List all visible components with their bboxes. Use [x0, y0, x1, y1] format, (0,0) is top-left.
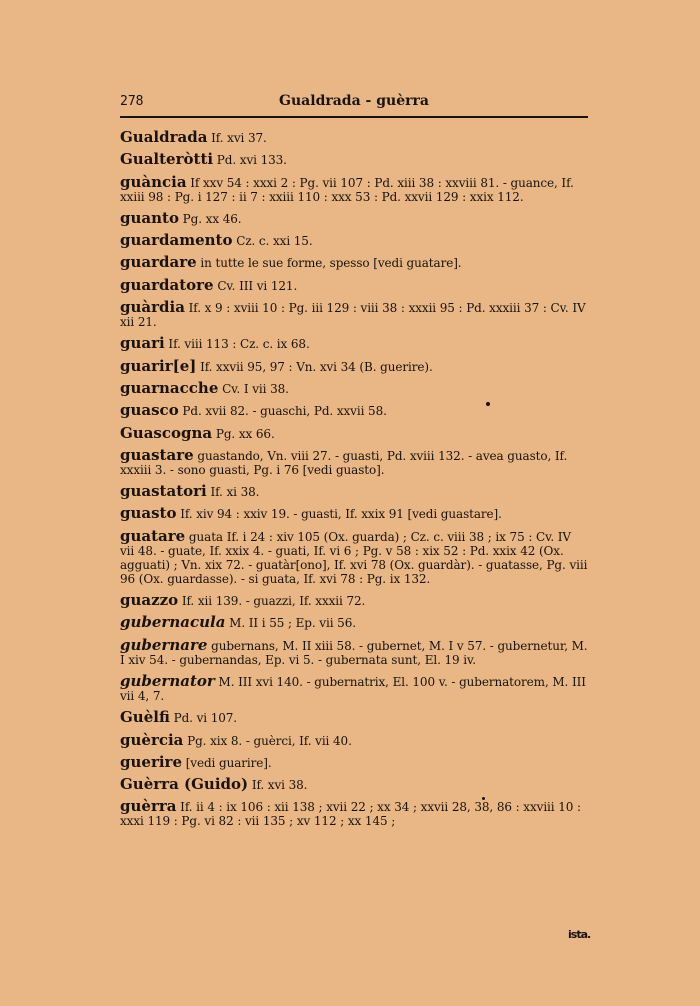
dictionary-entry	[120, 255, 588, 270]
speck-mark	[486, 402, 490, 406]
dictionary-entry	[120, 730, 588, 749]
entry-references: If. viii 113 : Cz. c. ix 68.	[164, 337, 310, 352]
entry-references: If. xi 38.	[206, 485, 260, 500]
dictionary-entry	[120, 484, 588, 499]
entry-headword: guarir[e]	[120, 356, 197, 375]
entry-headword: guasto	[120, 504, 177, 523]
entry-headword: guèrra	[120, 797, 177, 816]
dictionary-entry	[120, 423, 588, 442]
entry-references: If. xii 139. - guazzi, If. xxxii 72.	[178, 594, 366, 609]
dictionary-entry	[120, 710, 588, 725]
entry-references: guastando, Vn. viii 27. - guasti, Pd. xviii 132. - avea guasto, If. xxxiii 3. - sono guasti, Pg. i 76 [vedi guasto].	[120, 448, 568, 477]
entry-references: Pd. vi 107.	[169, 711, 238, 726]
entry-references: Pg. xix 8. - guèrci, If. vii 40.	[183, 733, 352, 748]
entry-references: in tutte le sue forme, spesso [vedi guatare].	[196, 256, 462, 271]
entry-headword: guància	[120, 172, 187, 191]
entry-references: Pd. xvii 82. - guaschi, Pd. xxvii 58.	[178, 404, 387, 419]
dictionary-entry	[120, 233, 588, 248]
dictionary-entry	[120, 635, 588, 667]
entry-headword: guardamento	[120, 231, 233, 250]
entry-headword: Guascogna	[120, 423, 213, 442]
dictionary-entry	[120, 152, 588, 167]
entry-references: M. III xvi 140. - gubernatrix, El. 100 v. - gubernatorem, M. III vii 4, 7.	[120, 674, 586, 703]
entry-references: Cv. III vi 121.	[213, 278, 298, 293]
entry-headword: Guèrra (Guido)	[120, 775, 249, 794]
entry-headword: guastatori	[120, 482, 207, 501]
dictionary-entry	[120, 275, 588, 294]
entry-headword: guarnacche	[120, 378, 219, 397]
entry-references: gubernans, M. II xiii 58. - gubernet, M. I v 57. - gubernetur, M. I xiv 54. - gubernandas, Ep. vi 5. - gubernata sunt, El. 19 iv.	[120, 638, 588, 667]
entry-references: Cv. I vii 38.	[218, 381, 289, 396]
running-title: Gualdrada - guèrra	[279, 93, 429, 109]
entry-headword: guazzo	[120, 591, 179, 610]
entry-headword: guastare	[120, 445, 194, 464]
entry-headword: guasco	[120, 401, 179, 420]
entry-references: [vedi guarire].	[182, 755, 272, 770]
entry-headword: Gualteròtti	[120, 150, 214, 169]
dictionary-entry	[120, 506, 588, 521]
entry-headword: guardatore	[120, 275, 214, 294]
entry-references: guata If. i 24 : xiv 105 (Ox. guarda) ; Cz. c. viii 38 ; ix 75 : Cv. IV vii 48. - guate, If. xxix 4. - guati, If. vi 6 ; Pg. v 58 : xix 52 : Pd. xxix 42 (Ox. agguati) ; Vn. xix 72. - guatàr[ono], If. xvi 78 (Ox. guardàr). - guatasse, Pg. viii 96 (Ox. guardasse). - si guata, If. xvi 78 : Pg. ix 132.	[120, 529, 588, 586]
entry-references: Pd. xvi 133.	[213, 153, 287, 168]
entry-headword: guari	[120, 334, 165, 353]
entry-headword: gubernare	[120, 635, 208, 654]
dictionary-entry	[120, 172, 588, 204]
entry-references: If. x 9 : xviii 10 : Pg. iii 129 : viii 38 : xxxii 95 : Pd. xxxiii 37 : Cv. IV xii 21.	[120, 301, 586, 330]
entry-references: If. xvi 37.	[207, 131, 267, 145]
entry-references: M. II i 55 ; Ep. vii 56.	[225, 616, 356, 631]
dictionary-entry	[120, 130, 588, 145]
entry-headword: guatare	[120, 526, 186, 545]
entry-headword: guerire	[120, 752, 182, 771]
dictionary-entry	[120, 403, 588, 418]
dictionary-entry	[120, 300, 588, 329]
entry-references: If. xiv 94 : xxiv 19. - guasti, If. xxix 91 [vedi guastare].	[176, 507, 502, 522]
dictionary-entry	[120, 336, 588, 351]
entry-headword: guardare	[120, 253, 197, 272]
dictionary-entry	[120, 799, 588, 828]
entry-list	[120, 130, 588, 836]
dictionary-entry	[120, 356, 588, 375]
entry-headword: Guèlfi	[120, 708, 170, 727]
dictionary-entry	[120, 593, 588, 608]
dictionary-entry	[120, 777, 588, 792]
entry-references: Cz. c. xxi 15.	[232, 234, 313, 249]
entry-references: If. xvi 38.	[248, 778, 308, 793]
entry-headword: Gualdrada	[120, 128, 208, 146]
entry-references: If. ii 4 : ix 106 : xii 138 ; xvii 22 ; xx 34 ; xxvii 28, 38, 86 : xxviii 10 : xxxi 119 : Pg. vi 82 : vii 135 ; xv 112 ; xx 145 ;	[120, 800, 581, 829]
page-number: 278	[120, 94, 144, 109]
entry-headword: gubernacula	[120, 613, 226, 632]
entry-references: If xxv 54 : xxxi 2 : Pg. vii 107 : Pd. xiii 38 : xxviii 81. - guance, If. xxiii 98 : Pg. i 127 : ii 7 : xxiii 110 : xxx 53 : Pd. xxvii 129 : xxix 112.	[120, 175, 574, 204]
entry-headword: guàrdia	[120, 298, 185, 317]
dictionary-entry	[120, 671, 588, 703]
speck-mark	[482, 797, 485, 800]
dictionary-entry	[120, 615, 588, 630]
dictionary-entry	[120, 378, 588, 397]
page-header	[120, 92, 588, 112]
dictionary-entry	[120, 752, 588, 771]
entry-headword: guanto	[120, 208, 179, 227]
dictionary-entry	[120, 526, 588, 586]
entry-references: Pg. xx 66.	[212, 426, 275, 441]
entry-references: Pg. xx 46.	[178, 211, 242, 226]
footer-mark: ista.	[568, 928, 591, 941]
dictionary-entry	[120, 445, 588, 477]
header-rule	[120, 116, 588, 118]
entry-references: If. xxvii 95, 97 : Vn. xvi 34 (B. guerire).	[196, 359, 433, 374]
entry-headword: guèrcia	[120, 730, 184, 749]
dictionary-entry	[120, 208, 588, 227]
entry-headword: gubernator	[120, 671, 215, 690]
